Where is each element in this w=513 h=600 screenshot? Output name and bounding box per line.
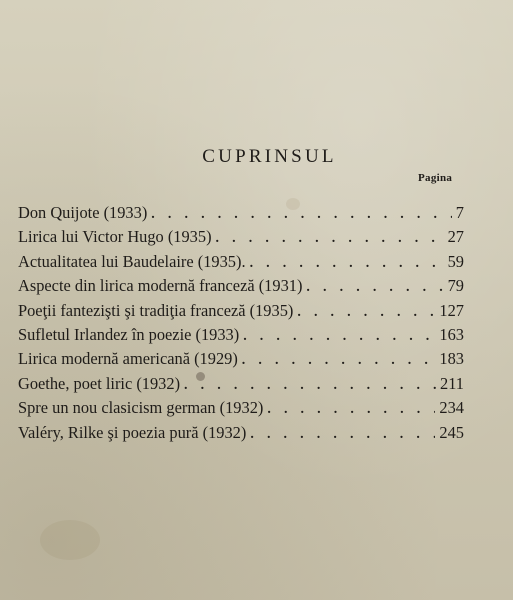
toc-entry-title: Don Quijote (1933) [18, 203, 148, 222]
toc-entry [18, 299, 464, 323]
toc-entry [18, 421, 464, 445]
dot-leader [302, 276, 443, 300]
page-column-header: Pagina [418, 172, 453, 184]
toc-entry-title: Lirica modernă americană (1929) [18, 349, 238, 369]
dot-leader [246, 423, 435, 447]
toc-entry [18, 274, 464, 298]
toc-entry-title: Aspecte din lirica modernă franceză (1931) [18, 276, 303, 296]
toc-entry-title: Spre un nou clasicism german (1932) [18, 398, 264, 418]
toc-entry-title: Lirica lui Victor Hugo (1935) [18, 227, 212, 247]
dot-leader [263, 398, 435, 422]
toc-entry-title: Goethe, poet liric (1932) [18, 373, 181, 393]
toc-entry-page: 79 [447, 276, 464, 296]
toc-entry [18, 201, 464, 225]
dot-leader [246, 252, 444, 276]
toc-entry-page: 127 [439, 300, 464, 320]
dot-leader [180, 374, 436, 398]
page-title: CUPRINSUL [202, 146, 337, 167]
toc-entry [18, 396, 464, 420]
toc-entry-page: 234 [439, 398, 464, 418]
toc-entry-page: 163 [439, 324, 464, 344]
toc-entry-page: 59 [447, 251, 464, 271]
toc-entry [18, 250, 464, 274]
dot-leader [239, 325, 435, 349]
toc-entry-title: Poeţii fantezişti şi tradiţia franceză (1935) [18, 300, 294, 320]
toc-entry-page: 183 [439, 349, 464, 369]
toc-entry [18, 372, 464, 396]
toc-entry [18, 225, 464, 249]
toc-entry-page: 7 [455, 203, 464, 222]
dot-leader [147, 203, 452, 227]
toc-entry-title: Valéry, Rilke şi poezia pură (1932) [18, 422, 247, 442]
toc-entry-page: 27 [447, 227, 464, 247]
dot-leader [212, 227, 444, 251]
toc-entry [18, 347, 464, 371]
toc-entry-page: 245 [439, 422, 464, 442]
toc-entry-page: 211 [440, 373, 464, 393]
dot-leader [293, 301, 435, 325]
table-of-contents [18, 201, 464, 445]
toc-entry-title: Sufletul Irlandez în poezie (1933) [18, 324, 240, 344]
dot-leader [238, 349, 436, 373]
toc-entry [18, 323, 464, 347]
toc-entry-title: Actualitatea lui Baudelaire (1935). [18, 251, 246, 271]
paper-stain [40, 520, 100, 560]
